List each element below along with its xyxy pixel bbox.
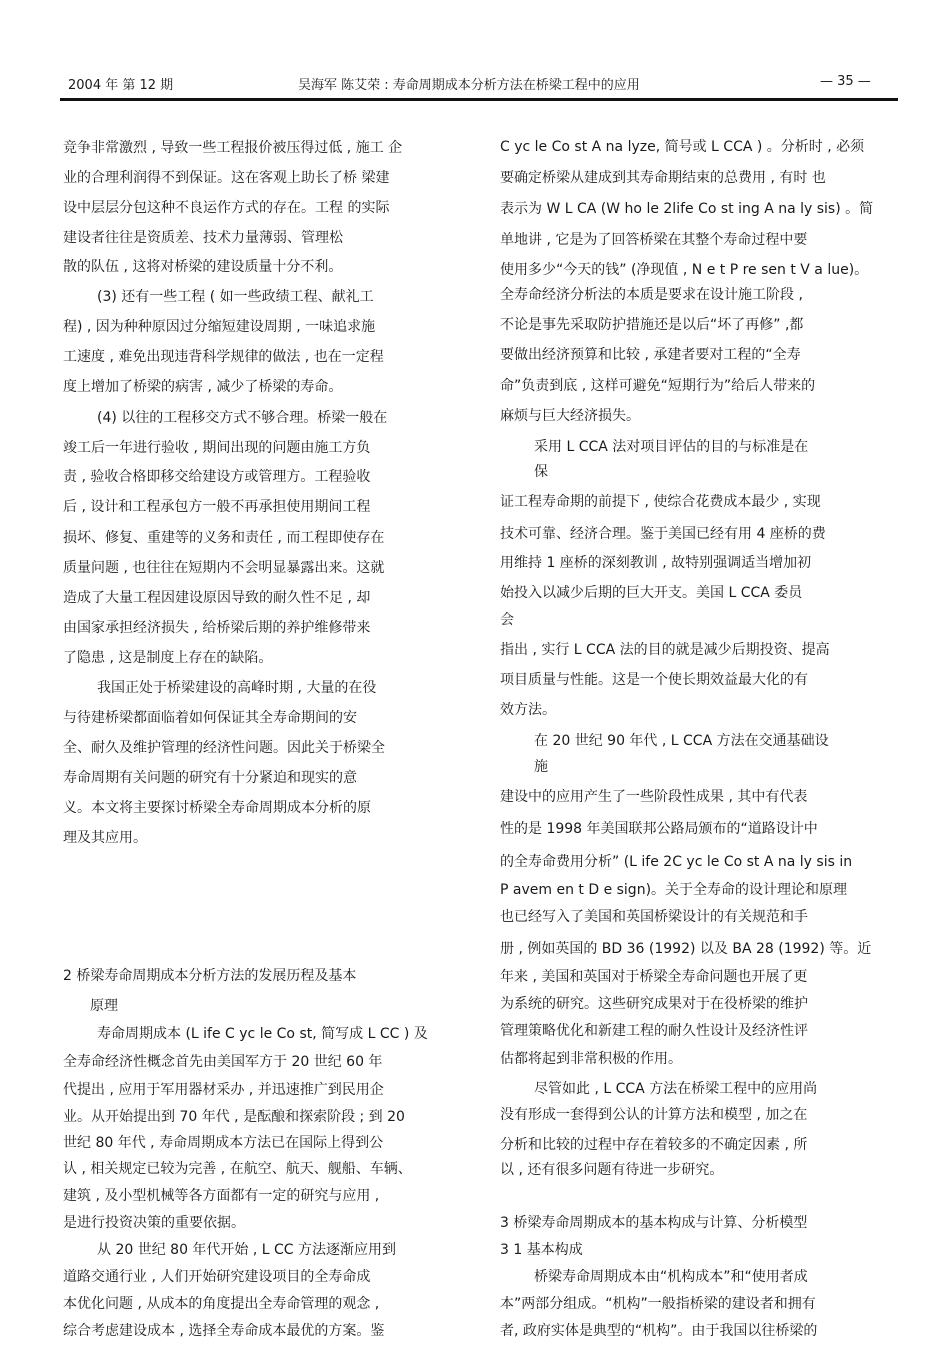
text-line: 竣工后一年进行验收 , 期间出现的问题由施工方负 [63,440,371,456]
text-line: (4) 以往的工程移交方式不够合理。桥梁一般在 [97,410,388,426]
section-heading: 3 桥梁寿命周期成本的基本构成与计算、分析模型 [500,1215,808,1231]
page-number: — 35 — [820,74,871,89]
text-line: 始投入以减少后期的巨大开支。美国 L CCA 委员 [500,585,803,601]
text-line: 道路交通行业 , 人们开始研究建设项目的全寿命成 [63,1269,371,1285]
text-line: 命”负责到底 , 这样可避免“短期行为”给后人带来的 [500,378,816,394]
text-line: 后 , 设计和工程承包方一般不再承担使用期间工程 [63,499,371,515]
text-line: 质量问题 , 也往往在短期内不会明显暴露出来。这就 [63,560,385,576]
text-line: 尽管如此 , L CCA 方法在桥梁工程中的应用尚 [534,1081,818,1097]
text-line: 麻烦与巨大经济损失。 [500,408,640,424]
text-line: 设中层层分包这种不良运作方式的存在。工程 的实际 [63,200,390,216]
text-line: 业。从开始提出到 70 年代 , 是酝酿和探索阶段 ; 到 20 [63,1109,405,1125]
text-line: 业的合理利润得不到保证。这在客观上助长了桥 梁建 [63,170,390,186]
text-line: C yc le Co st A na lyze, 简号或 L CCA ) 。分析时 , 必须 [500,139,865,155]
text-line: 全寿命经济性概念首先由美国军方于 20 世纪 60 年 [63,1054,383,1070]
text-line: 管理策略优化和新建工程的耐久性设计及经济性评 [500,1023,808,1039]
subsection-heading: 3 1 基本构成 [500,1242,583,1258]
text-line: 从 20 世纪 80 年代开始 , L CC 方法逐渐应用到 [97,1242,397,1258]
section-heading: 2 桥梁寿命周期成本分析方法的发展历程及基本 [63,968,357,984]
text-line: 全、耐久及维护管理的经济性问题。因此关于桥梁全 [63,740,385,756]
text-line: 世纪 80 年代 , 寿命周期成本方法已在国际上得到公 [63,1135,384,1151]
text-line: 技术可靠、经济合理。鉴于美国已经有用 4 座桥的费 [500,526,826,542]
text-line: 造成了大量工程因建设原因导致的耐久性不足 , 却 [63,590,371,606]
text-line: 建筑 , 及小型机械等各方面都有一定的研究与应用 , [63,1188,380,1204]
text-line: 寿命周期成本 (L ife C yc le Co st, 简写成 L CC ) 及 [97,1026,428,1042]
text-line: 程) , 因为种种原因过分缩短建设周期 , 一味追求施 [63,319,376,335]
text-line: 代提出 , 应用于军用器材采办 , 并迅速推广到民用企 [63,1082,384,1098]
text-line: 年来 , 美国和英国对于桥梁全寿命问题也开展了更 [500,969,808,985]
text-line: 要确定桥梁从建成到其寿命期结束的总费用 , 有时 也 [500,170,826,186]
text-line: 项目质量与性能。这是一个使长期效益最大化的有 [500,672,808,688]
text-line: 表示为 W L CA (W ho le 2life Co st ing A na ly sis) 。简 [500,201,874,217]
text-line: 不论是事先采取防护措施还是以后“坏了再修” ,都 [500,317,804,333]
text-line: 册 , 例如英国的 BD 36 (1992) 以及 BA 28 (1992) 等。近 [500,941,872,957]
text-line: 要做出经济预算和比较 , 承建者要对工程的“全寿 [500,347,801,363]
text-line: 在 20 世纪 90 年代 , L CCA 方法在交通基础设 [534,733,829,749]
text-line: 分析和比较的过程中存在着较多的不确定因素 , 所 [500,1137,808,1153]
journal-issue: 2004 年 第 12 期 [68,78,174,93]
text-line: 用维持 1 座桥的深刻教训 , 故特别强调适当增加初 [500,555,812,571]
text-line: 与待建桥梁都面临着如何保证其全寿命期间的安 [63,710,357,726]
text-line: 的全寿命费用分析” (L ife 2C yc le Co st A na ly sis in [500,854,853,870]
text-line: 竞争非常激烈 , 导致一些工程报价被压得过低 , 施工 企 [63,140,403,156]
text-line: 本”两部分组成。“机构”一般指桥梁的建设者和拥有 [500,1296,816,1312]
article-running-title: 吴海军 陈艾荣 : 寿命周期成本分析方法在桥梁工程中的应用 [298,78,640,93]
text-line: 性的是 1998 年美国联邦公路局颁布的“道路设计中 [500,821,818,837]
text-line: 散的队伍 , 这将对桥梁的建设质量十分不利。 [63,259,343,275]
text-line: 认 , 相关规定已较为完善 , 在航空、航天、舰船、车辆、 [63,1161,412,1177]
text-line: 证工程寿命期的前提下 , 使综合花费成本最少 , 实现 [500,494,821,510]
text-line: 责 , 验收合格即移交给建设方或管理方。工程验收 [63,469,371,485]
text-line: 综合考虑建设成本 , 选择全寿命成本最优的方案。鉴 [63,1323,385,1339]
text-line: 义。本文将主要探讨桥梁全寿命周期成本分析的原 [63,800,371,816]
header-rule [60,98,898,101]
text-line: 施 [534,759,548,775]
text-line: 建设中的应用产生了一些阶段性成果 , 其中有代表 [500,789,808,805]
text-line: P avem en t D e sign)。关于全寿命的设计理论和原理 [500,882,848,898]
text-line: 了隐患 , 这是制度上存在的缺陷。 [63,650,273,666]
text-line: 估都将起到非常积极的作用。 [500,1051,682,1067]
running-header [68,74,898,96]
text-line: 本优化问题 , 从成本的角度提出全寿命管理的观念 , [63,1296,380,1312]
text-line: 保 [534,464,548,480]
text-line: 以 , 还有很多问题有待进一步研究。 [500,1162,724,1178]
text-line: 度上增加了桥梁的病害 , 减少了桥梁的寿命。 [63,379,343,395]
text-line: (3) 还有一些工程 ( 如一些政绩工程、献礼工 [97,289,374,305]
text-line: 全寿命经济分析法的本质是要求在设计施工阶段 , [500,287,803,303]
text-line: 我国正处于桥梁建设的高峰时期 , 大量的在役 [97,680,377,696]
text-line: 采用 L CCA 法对项目评估的目的与标准是在 [534,439,809,455]
text-line: 理及其应用。 [63,830,147,846]
text-line: 没有形成一套得到公认的计算方法和模型 , 加之在 [500,1107,808,1123]
text-line: 损坏、修复、重建等的义务和责任 , 而工程即使存在 [63,530,385,546]
text-line: 由国家承担经济损失 , 给桥梁后期的养护维修带来 [63,620,371,636]
text-line: 单地讲 , 它是为了回答桥梁在其整个寿命过程中要 [500,232,808,248]
text-line: 桥梁寿命周期成本由“机构成本”和“使用者成 [534,1269,808,1285]
text-line: 寿命周期有关问题的研究有十分紧迫和现实的意 [63,770,357,786]
text-line: 者, 政府实体是典型的“机构”。由于我国以往桥梁的 [500,1323,818,1339]
text-line: 也已经写入了美国和英国桥梁设计的有关规范和手 [500,909,808,925]
text-line: 会 [500,612,514,628]
text-line: 为系统的研究。这些研究成果对于在役桥梁的维护 [500,996,808,1012]
text-line: 使用多少“今天的钱” (净现值 , N e t P re sen t V a lue)。 [500,262,869,278]
text-line: 建设者往往是资质差、技术力量薄弱、管理松 [63,230,343,246]
text-line: 是进行投资决策的重要依据。 [63,1215,245,1231]
text-line: 工速度 , 难免出现违背科学规律的做法 , 也在一定程 [63,349,384,365]
text-line: 效方法。 [500,702,556,718]
section-heading-continued: 原理 [90,998,118,1014]
text-line: 指出 , 实行 L CCA 法的目的就是减少后期投资、提高 [500,642,830,658]
